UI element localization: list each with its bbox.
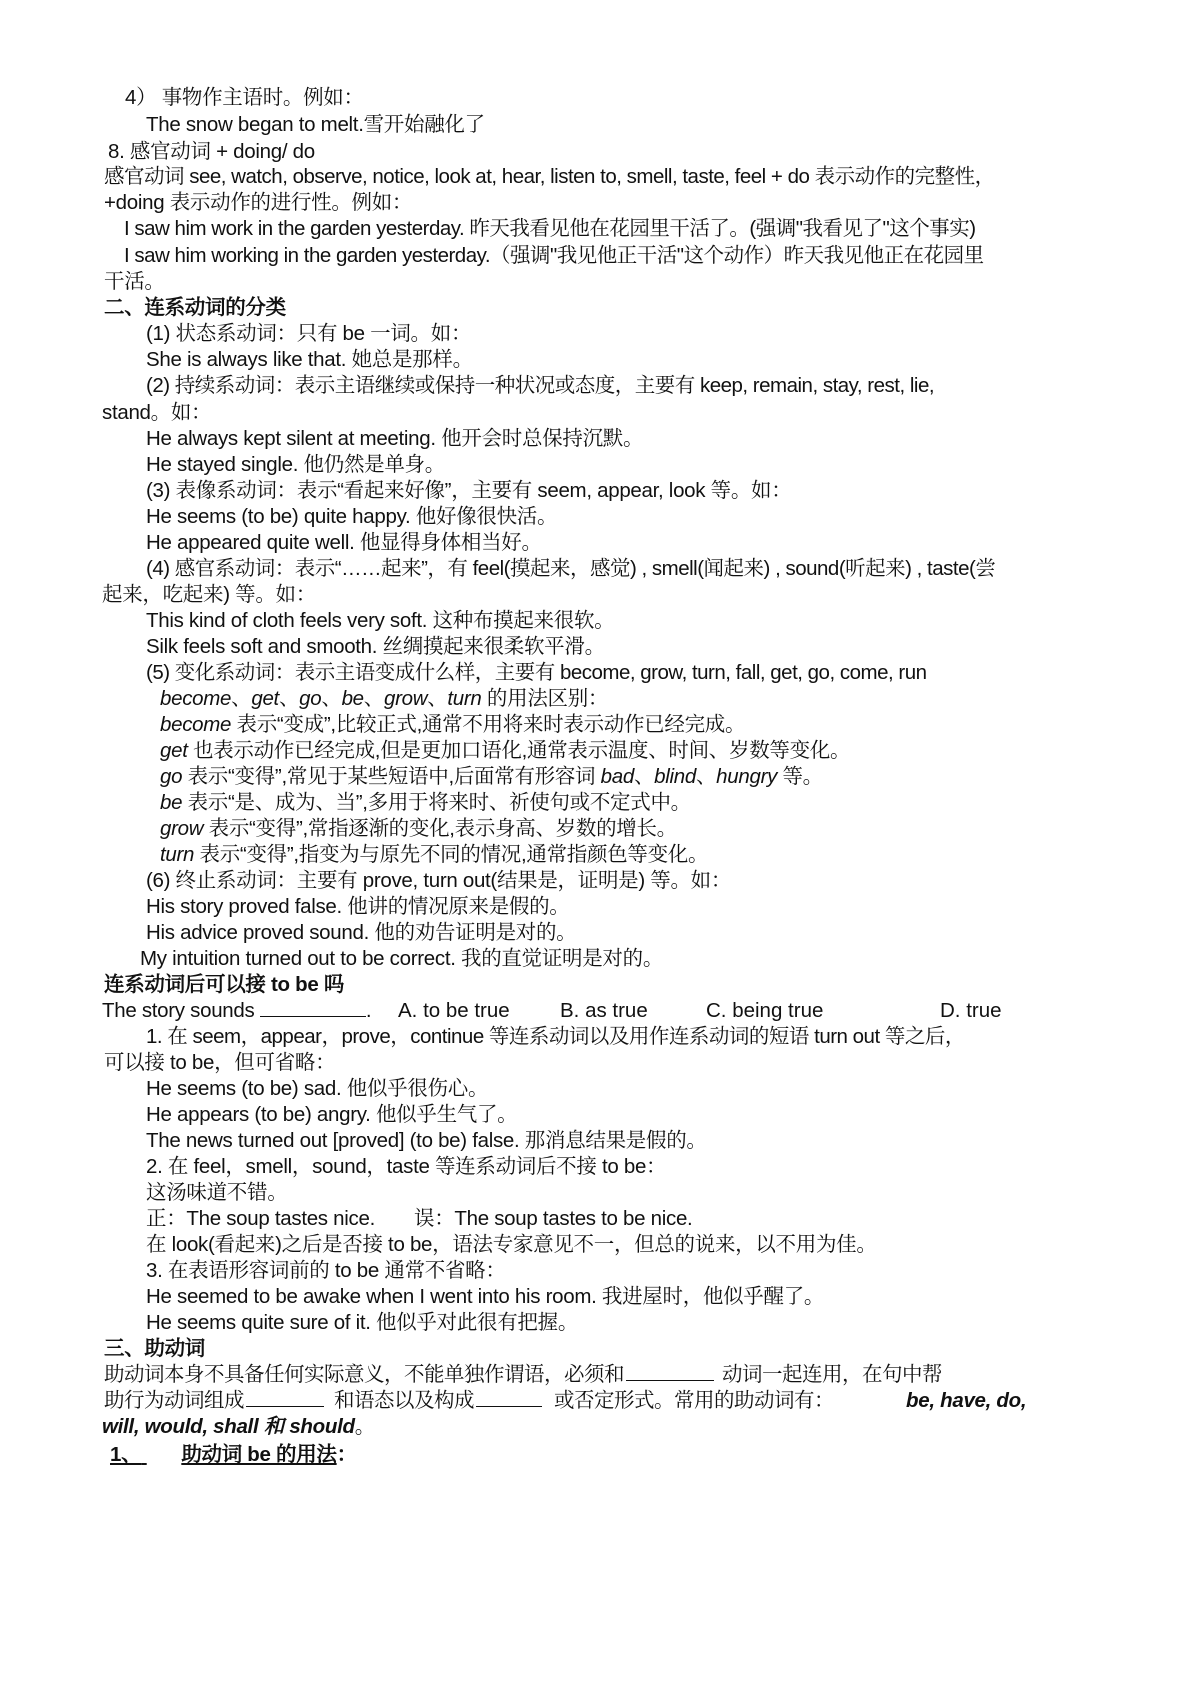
option-c: C. being true [706,999,824,1022]
text-line: 在 look(看起来)之后是否接 to be，语法专家意见不一，但总的说来，以不用为佳。 [146,1233,877,1256]
subsection-colon: ： [336,1443,357,1466]
aux-verbs-list: will, would, shall [102,1415,264,1438]
answer-blank [626,1362,714,1381]
answer-blank [476,1388,542,1407]
usage-item [160,737,850,765]
explanation-text: 、 [695,765,717,788]
question-end: . [365,999,372,1022]
usage-item [160,711,745,739]
text-line: He seems (to be) sad. 他似乎很伤心。 [146,1077,489,1100]
aux-verbs-list: should [283,1415,355,1438]
term-word: blind [654,765,696,788]
heading-underline-gap [141,1441,181,1469]
aux-line-2 [104,1387,834,1415]
term-word: turn [447,687,482,710]
explanation-text: 等。 [777,765,823,788]
usage-item [160,815,677,843]
text-line: He stayed single. 他仍然是单身。 [146,453,445,476]
aux-text: 助行为动词组成 [104,1389,244,1412]
answer-blank [246,1388,324,1407]
text-line: He seems quite sure of it. 他似乎对此很有把握。 [146,1311,579,1334]
explanation-text: 表示“变成”,比较正式,通常不用将来时表示动作已经完成。 [231,713,746,736]
text-line: I saw him working in the garden yesterday.（强调"我见他正干活"这个动作）昨天我见他正在花园里 [124,244,984,267]
explanation-text: 、 [278,687,300,710]
text-line: He seemed to be awake when I went into his room. 我进屋时，他似乎醒了。 [146,1285,825,1308]
text-line: 1. 在 seem，appear，prove，continue 等连系动词以及用作连系动词的短语 turn out 等之后， [146,1025,965,1048]
option-a: A. to be true [398,999,510,1022]
subsection-title: 助动词 be 的用法 [181,1443,337,1466]
aux-line-1 [104,1361,942,1389]
explanation-text: 、 [231,687,252,710]
explanation-text: 表示“变得”,常见于某些短语中,后面常有形容词 [182,765,601,788]
text-line: 干活。 [104,270,165,293]
subsection-heading [110,1441,357,1469]
text-line: This kind of cloth feels very soft. 这种布摸起来很软。 [146,609,615,632]
term-word: become [160,687,232,710]
usage-heading [160,685,608,713]
aux-verbs-list: be, have, do, [906,1389,1027,1412]
option-d: D. true [940,999,1002,1022]
usage-item [160,841,708,869]
term-word: grow [160,817,204,840]
text-line: He always kept silent at meeting. 他开会时总保持沉默。 [146,427,644,450]
text-line: +doing 表示动作的进行性。例如： [104,191,413,214]
text-line: 可以接 to be，但可省略： [104,1051,336,1074]
text-line: He appeared quite well. 他显得身体相当好。 [146,531,542,554]
term-word: hungry [716,765,778,788]
text-line: His story proved false. 他讲的情况原来是假的。 [146,895,570,918]
aux-text: 和语态以及构成 [334,1389,474,1412]
aux-text: 助动词本身不具备任何实际意义，不能单独作谓语，必须和 [104,1363,624,1386]
term-word: get [160,739,188,762]
explanation-text: 、 [321,687,342,710]
text-line: 感官动词 see, watch, observe, notice, look at, hear, listen to, smell, taste, feel + do 表示动作的完整性， [104,165,995,188]
explanation-text: 、 [633,765,655,788]
text-line: He seems (to be) quite happy. 他好像很快活。 [146,505,558,528]
explanation-text: 表示“变得”,指变为与原先不同的情况,通常指颜色等变化。 [194,843,709,866]
aux-text: 或否定形式。常用的助动词有： [554,1389,834,1412]
text-line: (5) 变化系动词：表示主语变成什么样，主要有 become, grow, turn, fall, get, go, come, run [146,661,927,684]
subsection-number: 1、 [110,1443,142,1466]
text-line: stand。如： [102,401,212,424]
text-line: Silk feels soft and smooth. 丝绸摸起来很柔软平滑。 [146,635,605,658]
wrong-example: 误：The soup tastes to be nice. [414,1207,693,1230]
term-word: grow [383,687,428,710]
answer-blank [260,998,366,1017]
explanation-text: 表示“是、成为、当”,多用于将来时、祈使句或不定式中。 [182,791,691,814]
aux-text: 。 [354,1415,375,1438]
explanation-text: 表示“变得”,常指逐渐的变化,表示身高、岁数的增长。 [203,817,677,840]
text-line: (3) 表像系动词：表示“看起来好像”，主要有 seem, appear, look 等。如： [146,479,792,502]
text-line: His advice proved sound. 他的劝告证明是对的。 [146,921,577,944]
aux-text: 动词一起连用，在句中帮 [722,1363,942,1386]
correct-example: 正：The soup tastes nice. [146,1207,375,1230]
text-line: I saw him work in the garden yesterday. 昨天我看见他在花园里干活了。(强调"我看见了"这个事实) [124,217,976,240]
explanation-text: 、 [427,687,448,710]
question-stem-text: The story sounds [102,999,255,1022]
option-b: B. as true [560,999,648,1022]
term-word: get [251,687,279,710]
term-word: turn [160,843,195,866]
term-word: go [299,687,322,710]
usage-item [160,763,823,791]
term-word: bad [600,765,634,788]
text-line: The news turned out [proved] (to be) false. 那消息结果是假的。 [146,1129,707,1152]
term-word: be [341,687,364,710]
section-heading: 连系动词后可以接 to be 吗 [104,973,345,996]
text-line: 起来，吃起来) 等。如： [102,583,316,606]
text-line: She is always like that. 她总是那样。 [146,348,473,371]
text-line: He appears (to be) angry. 他似乎生气了。 [146,1103,518,1126]
text-line: The snow began to melt.雪开始融化了 [146,113,485,136]
term-word: go [160,765,183,788]
question-stem [102,997,371,1025]
explanation-text: 也表示动作已经完成,但是更加口语化,通常表示温度、时间、岁数等变化。 [187,739,851,762]
term-word: become [160,713,232,736]
text-line: (2) 持续系动词：表示主语继续或保持一种状况或态度，主要有 keep, remain, stay, rest, lie, [146,374,935,397]
aux-line-3 [102,1413,375,1441]
explanation-text: 的用法区别： [481,687,609,710]
term-word: be [160,791,183,814]
usage-item [160,789,691,817]
explanation-text: 、 [363,687,384,710]
section-heading: 三、助动词 [104,1337,205,1360]
aux-text: 和 [263,1415,284,1438]
text-line: (4) 感官系动词：表示“……起来”，有 feel(摸起来，感觉) , smell(闻起来) , sound(听起来) , taste(尝 [146,557,996,580]
text-line: 4） 事物作主语时。例如： [125,86,364,109]
text-line: 8. 感官动词 + doing/ do [108,140,315,163]
text-line: 这汤味道不错。 [146,1181,288,1204]
text-line: 3. 在表语形容词前的 to be 通常不省略： [146,1259,506,1282]
text-line: (6) 终止系动词：主要有 prove, turn out(结果是，证明是) 等。如： [146,869,732,892]
section-heading: 二、连系动词的分类 [104,296,286,319]
text-line: My intuition turned out to be correct. 我的直觉证明是对的。 [140,947,664,970]
text-line: (1) 状态系动词：只有 be 一词。如： [146,322,472,345]
text-line: 2. 在 feel，smell，sound，taste 等连系动词后不接 to be： [146,1155,667,1178]
